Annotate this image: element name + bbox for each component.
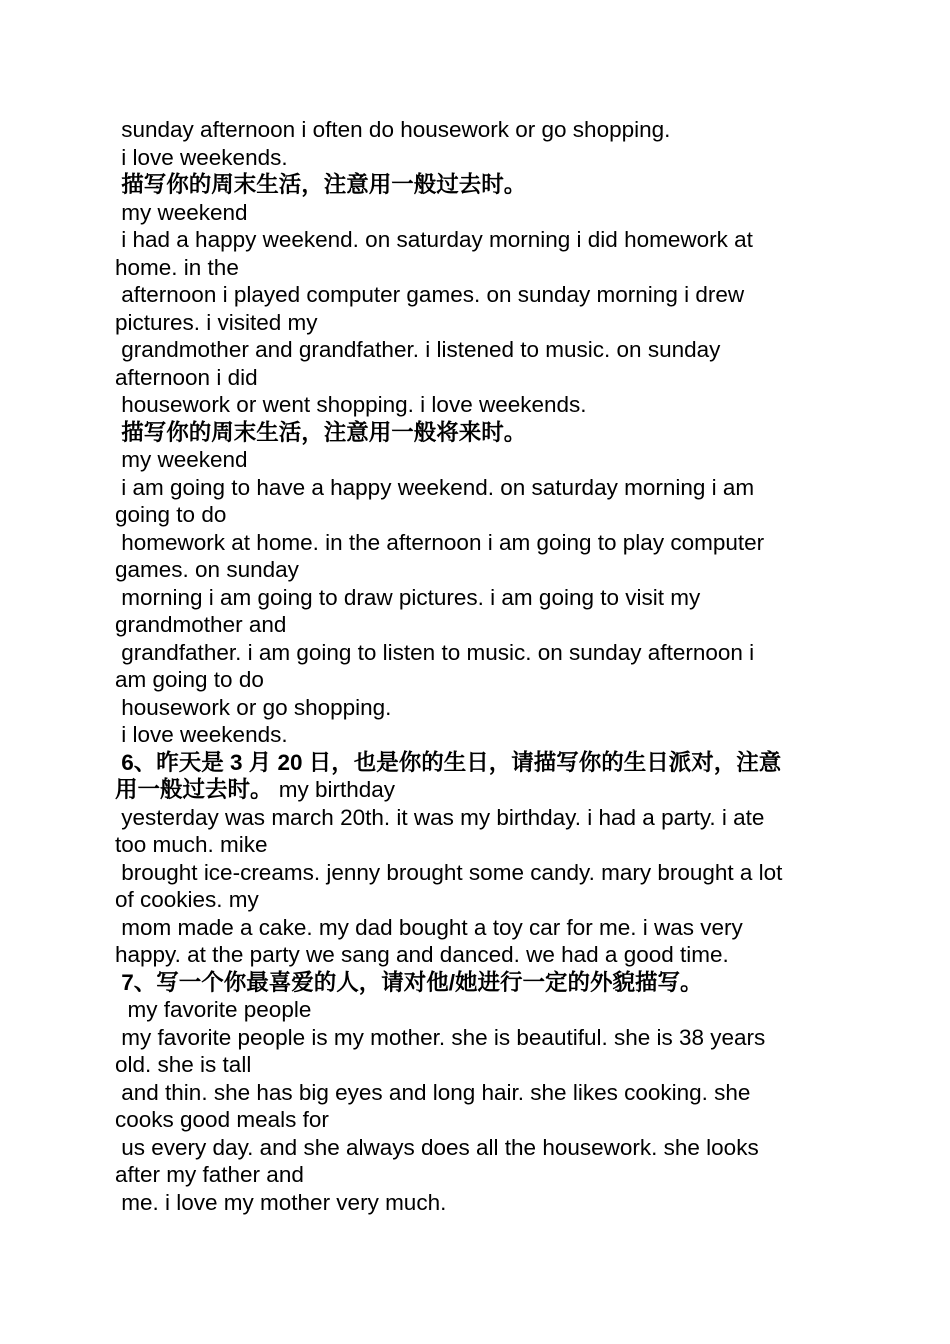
text-line: us every day. and she always does all the housework. she looks <box>115 1134 759 1160</box>
text-line: afternoon i did <box>115 364 258 390</box>
text-line: going to do <box>115 502 227 527</box>
text-line: sunday afternoon i often do housework or go shopping. <box>115 117 671 142</box>
text-line: homework at home. in the afternoon i am going to play computer <box>115 529 765 555</box>
text-line: and thin. she has big eyes and long hair. she likes cooking. she <box>115 1079 751 1105</box>
text-line: am going to do <box>115 667 264 692</box>
text-line: housework or went shopping. i love weekends. <box>115 392 587 417</box>
text-line: games. on sunday <box>115 557 299 582</box>
text-line: cooks good meals for <box>115 1107 329 1132</box>
text-line: i love weekends. <box>115 722 288 747</box>
essay-title: my birthday <box>272 777 396 802</box>
text-line: i am going to have a happy weekend. on saturday morning i am <box>115 474 755 500</box>
text-line: old. she is tall <box>115 1052 252 1077</box>
text-line: yesterday was march 20th. it was my birthday. i had a party. i ate <box>115 804 765 830</box>
text-line: my favorite people is my mother. she is beautiful. she is 38 years <box>115 1024 766 1050</box>
text-line: me. i love my mother very much. <box>115 1189 447 1215</box>
text-line: mom made a cake. my dad bought a toy car for me. i was very <box>115 914 743 940</box>
question-6-heading-tail: 用一般过去时。 <box>115 777 273 802</box>
essay-title: my weekend <box>115 199 248 225</box>
text-line: afternoon i played computer games. on sunday morning i drew <box>115 282 745 307</box>
text-line: housework or go shopping. <box>115 694 392 720</box>
question-7-heading: 7、写一个你最喜爱的人，请对他/她进行一定的外貌描写。 <box>115 969 703 995</box>
text-line: morning i am going to draw pictures. i am going to visit my <box>115 584 701 610</box>
section-heading-future-tense: 描写你的周末生活，注意用一般将来时。 <box>115 419 527 445</box>
text-line: of cookies. my <box>115 887 259 912</box>
document-body <box>115 116 835 1216</box>
essay-title: my weekend <box>115 447 248 472</box>
text-line: brought ice-creams. jenny brought some candy. mary brought a lot <box>115 859 783 885</box>
text-line: too much. mike <box>115 832 268 857</box>
section-heading-past-tense: 描写你的周末生活，注意用一般过去时。 <box>115 172 527 197</box>
text-line: happy. at the party we sang and danced. we had a good time. <box>115 942 729 967</box>
essay-title: my favorite people <box>115 997 312 1022</box>
text-line: i had a happy weekend. on saturday morning i did homework at <box>115 227 753 252</box>
question-6-heading: 6、昨天是 3 月 20 日，也是你的生日，请描写你的生日派对，注意 <box>115 749 782 775</box>
text-line: grandfather. i am going to listen to music. on sunday afternoon i <box>115 639 755 665</box>
text-line: after my father and <box>115 1162 304 1187</box>
text-line: home. in the <box>115 254 239 280</box>
text-line: grandmother and grandfather. i listened to music. on sunday <box>115 337 721 362</box>
text-line: i love weekends. <box>115 144 288 170</box>
text-line: grandmother and <box>115 612 287 637</box>
text-line: pictures. i visited my <box>115 309 318 335</box>
question-6-heading-continued <box>115 776 835 804</box>
